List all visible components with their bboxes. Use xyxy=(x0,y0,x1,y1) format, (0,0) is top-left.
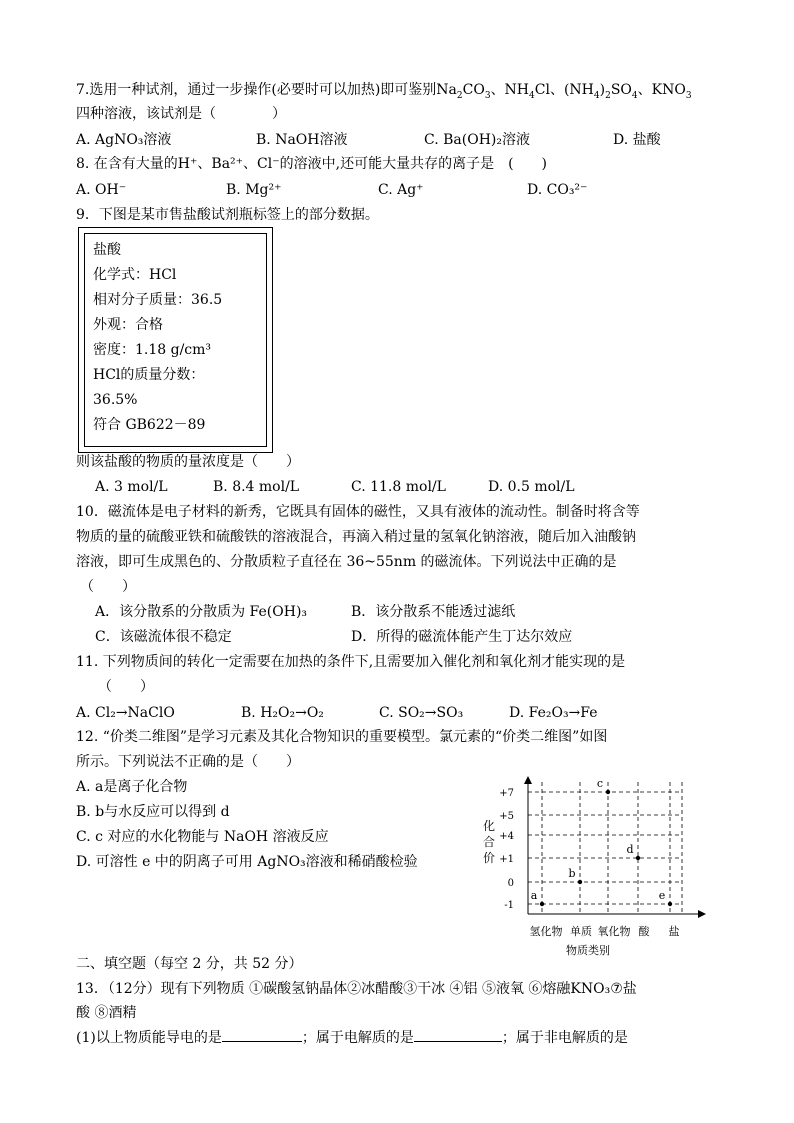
label-name: 盐酸 xyxy=(93,242,121,258)
q13-part1-prompt-b: ；属于电解质的是 xyxy=(301,1030,414,1046)
q9-stem: 9．下图是某市售盐酸试剂瓶标签上的部分数据。 xyxy=(76,207,379,223)
q9-option-c: C. 11.8 mol/L xyxy=(351,479,446,495)
y-tick-label: +1 xyxy=(499,854,514,865)
y-tick-label: -1 xyxy=(504,900,514,911)
y-tick-label: 0 xyxy=(507,878,514,889)
q12-line1: 12. “价类二维图”是学习元素及其化合物知识的重要模型。氯元素的“价类二维图”如图 xyxy=(76,729,608,745)
q7-option-c: C. Ba(OH)₂溶液 xyxy=(424,132,530,148)
q9-option-d: D. 0.5 mol/L xyxy=(488,479,575,495)
q8-option-a: A. OH⁻ xyxy=(76,182,127,198)
label-mass-fraction-value: 36.5% xyxy=(93,392,138,408)
q10-option-c: C．该磁流体很不稳定 xyxy=(95,629,232,645)
q11-line1: 11. 下列物质间的转化一定需要在加热的条件下,且需要加入催化剂和氧化剂才能实现的是 xyxy=(76,654,626,670)
q11-line2: （ ） xyxy=(98,679,154,695)
q13-line1: 13．（12分）现有下列物质 ①碳酸氢钠晶体②冰醋酸③干冰 ④铝 ⑤液氧 ⑥熔融KNO₃⑦盐 xyxy=(76,981,637,997)
y-axis-label-char: 价 xyxy=(482,851,496,865)
q10-option-a: A．该分散系的分散质为 Fe(OH)₃ xyxy=(95,604,308,620)
q12-option-d: D. 可溶性 e 中的阴离子可用 AgNO₃溶液和稀硝酸检验 xyxy=(76,854,418,870)
data-point-label-c: c xyxy=(596,777,604,790)
q12-option-a: A. a是离子化合物 xyxy=(76,779,188,795)
q13-line2: 酸 ⑧酒精 xyxy=(76,1005,137,1021)
blank-electrolyte[interactable] xyxy=(414,1027,502,1042)
label-molar-mass: 相对分子质量：36.5 xyxy=(93,292,223,308)
q10-option-d: D．所得的磁流体能产生丁达尔效应 xyxy=(351,629,573,645)
data-point-e xyxy=(668,902,672,906)
label-appearance: 外观：合格 xyxy=(93,317,163,333)
y-tick-label: +4 xyxy=(499,831,514,842)
q11-option-b: B. H₂O₂→O₂ xyxy=(241,705,324,721)
y-axis-label-char: 合 xyxy=(482,835,496,849)
data-point-label-d: d xyxy=(626,843,634,856)
q7-option-d: D. 盐酸 xyxy=(613,132,661,148)
x-category-label: 氢化物 xyxy=(529,925,563,938)
valence-class-chart xyxy=(476,768,722,960)
data-point-d xyxy=(636,856,640,860)
q8-stem: 8. 在含有大量的H⁺、Ba²⁺、Cl⁻的溶液中,还可能大量共存的离子是 ( ) xyxy=(76,156,547,172)
x-axis-arrow xyxy=(698,910,706,918)
q10-line3: 溶液，即可生成黑色的、分散质粒子直径在 36~55nm 的磁流体。下列说法中正确的是 xyxy=(76,554,617,570)
q12-line2: 所示。下列说法不正确的是（ ） xyxy=(76,754,300,770)
x-category-label: 酸 xyxy=(638,925,650,938)
label-mass-fraction-title: HCl的质量分数： xyxy=(93,367,205,383)
q7-stem-line2: 四种溶液，该试剂是（ ） xyxy=(76,106,286,122)
q7-option-a: A. AgNO₃溶液 xyxy=(76,132,172,148)
q12-option-c: C. c 对应的水化物能与 NaOH 溶液反应 xyxy=(76,829,329,845)
y-axis-arrow xyxy=(524,776,532,784)
q7-option-b: B. NaOH溶液 xyxy=(256,132,348,148)
q7-stem-line1: 7.选用一种试剂，通过一步操作(必要时可以加热)即可鉴别$Na_2CO_3$、$NH_4Cl$、$(NH_4)_2SO_4$、$KNO_3$ xyxy=(76,82,692,101)
x-category-label: 盐 xyxy=(668,925,680,938)
q11-option-a: A. Cl₂→NaClO xyxy=(76,705,175,721)
q10-line1: 10．磁流体是电子材料的新秀，它既具有固体的磁性，又具有液体的流动性。制备时将含等 xyxy=(76,504,640,520)
q8-option-b: B. Mg²⁺ xyxy=(226,182,282,198)
q13-part1-prompt-c: ；属于非电解质的是 xyxy=(501,1030,628,1046)
q11-option-c: C. SO₂→SO₃ xyxy=(379,705,464,721)
x-axis-label: 物质类别 xyxy=(566,944,610,957)
data-point-c xyxy=(606,790,610,794)
q10-line2: 物质的量的硫酸亚铁和硫酸铁的溶液混合，再滴入稍过量的氢氧化钠溶液，随后加入油酸钠 xyxy=(76,529,636,545)
data-point-a xyxy=(540,902,544,906)
y-axis-label-char: 化 xyxy=(482,819,496,833)
q9-option-a: A. 3 mol/L xyxy=(95,479,168,495)
y-tick-label: +5 xyxy=(499,811,514,822)
q8-option-d: D. CO₃²⁻ xyxy=(527,182,588,198)
label-standard: 符合 GB622－89 xyxy=(93,417,206,433)
q9-question: 则该盐酸的物质的量浓度是（ ） xyxy=(76,454,300,470)
data-point-label-a: a xyxy=(530,889,538,902)
q11-option-d: D. Fe₂O₃→Fe xyxy=(509,705,598,721)
q13-part1 xyxy=(76,1027,628,1047)
data-point-label-e: e xyxy=(658,889,666,902)
section-2-title: 二、填空题（每空 2 分，共 52 分） xyxy=(76,956,303,972)
x-category-label: 氧化物 xyxy=(597,925,631,938)
q9-option-b: B. 8.4 mol/L xyxy=(213,479,300,495)
q13-part1-prompt-a: (1)以上物质能导电的是 xyxy=(76,1030,222,1046)
label-density: 密度：1.18 g/cm³ xyxy=(93,342,212,358)
data-point-label-b: b xyxy=(568,867,576,880)
x-category-label: 单质 xyxy=(570,925,592,938)
data-point-b xyxy=(578,880,582,884)
q12-option-b: B. b与水反应可以得到 d xyxy=(76,804,230,820)
y-tick-label: +7 xyxy=(499,788,514,799)
label-formula: 化学式：HCl xyxy=(93,267,177,283)
q8-option-c: C. Ag⁺ xyxy=(378,182,424,198)
q10-option-b: B．该分散系不能透过滤纸 xyxy=(351,604,516,620)
q10-line4: （ ） xyxy=(80,579,136,595)
blank-conductive[interactable] xyxy=(222,1027,302,1042)
